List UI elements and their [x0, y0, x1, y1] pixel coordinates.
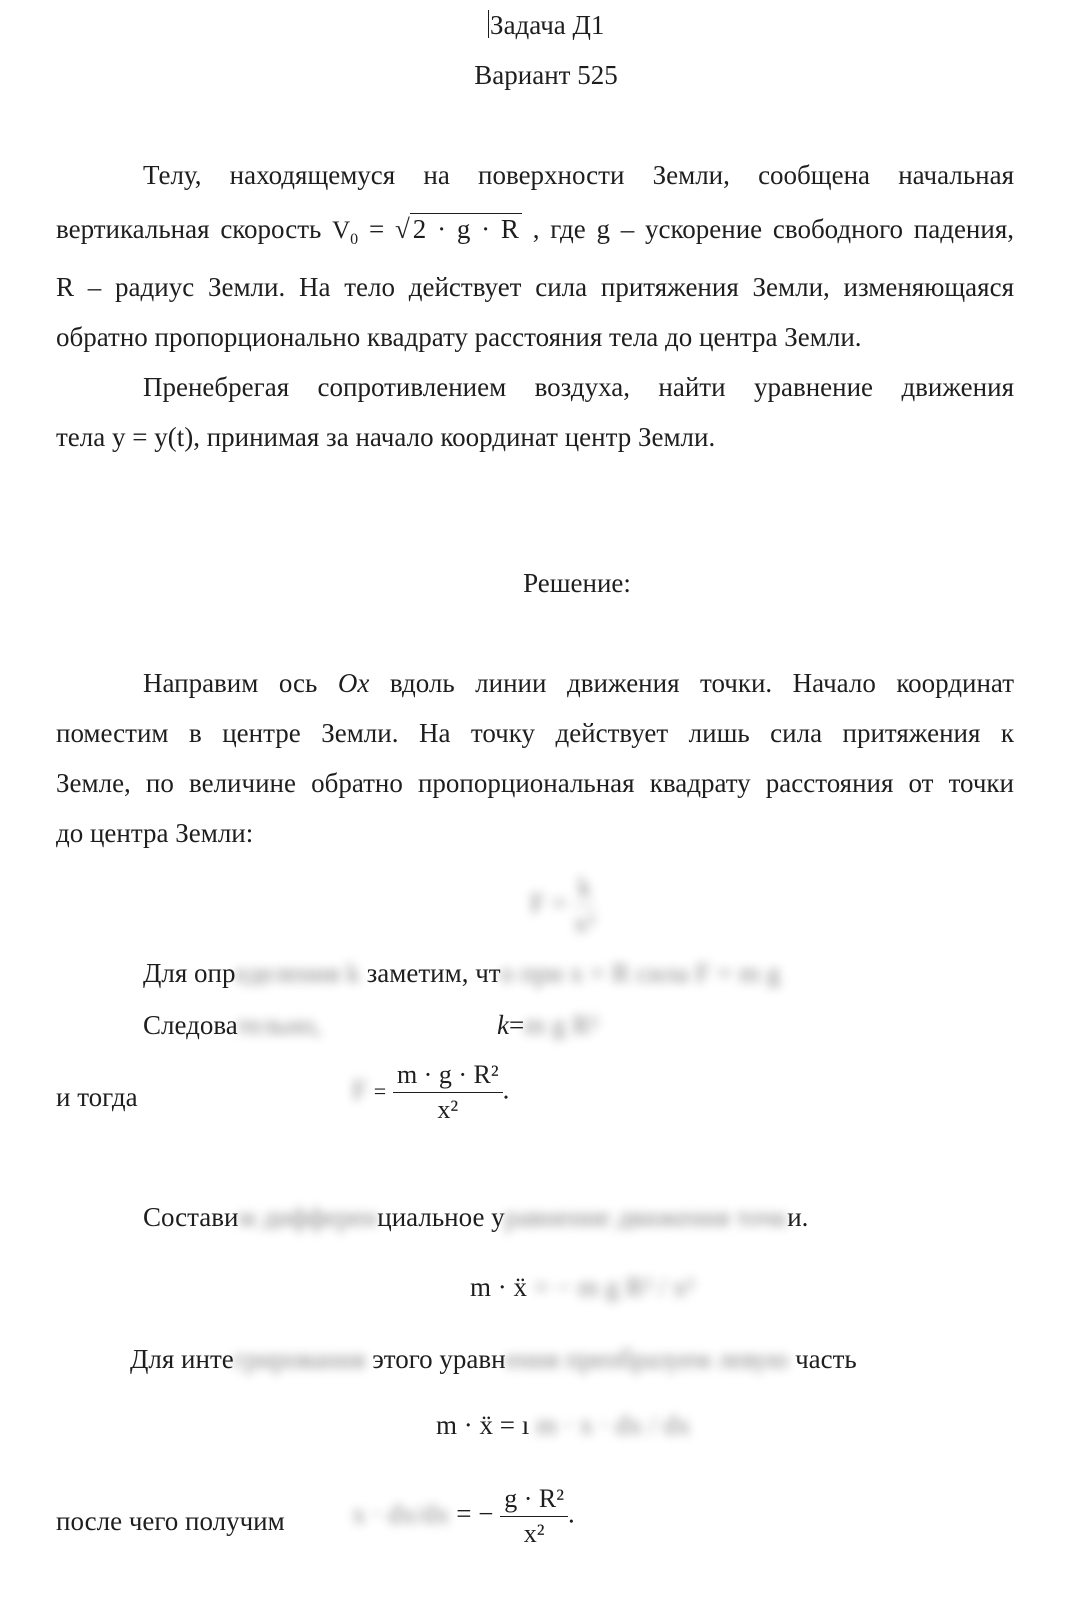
sqrt-expression: 2 · g · R: [410, 213, 522, 244]
determine-k-line: Для определения k заметим, что при x = R сила F = m g: [143, 958, 781, 988]
and-then-label: и тогда: [56, 1082, 138, 1112]
differential-equation: m · ẍ = − m g R² / x²: [470, 1272, 695, 1302]
consequently-line: Следовательно,: [143, 1010, 322, 1040]
problem-line-2: вертикальная скорость $V_0$ = √ 2 · g · R , где g – ускорение свободного падения,: [56, 214, 1014, 248]
formula-force-k: F = $\frac{k}{\text{x²}}$: [530, 872, 596, 939]
transformed-left-side: m · ẍ = ı m · x · dx / dx: [436, 1410, 691, 1440]
problem-line-5: Пренебрегая сопротивлением воздуха, найти уравнение движения: [143, 372, 1014, 402]
task-title: Задача Д1: [0, 10, 1092, 41]
problem-line-4: обратно пропорционально квадрату расстояния тела до центра Земли.: [56, 322, 862, 352]
integrated-equation: x · dx/dx = − $\frac{\text{g · R²}}{\text{x²}}$ .: [352, 1484, 575, 1548]
problem-line-6: тела y = y(t), принимая за начало координат центр Земли.: [56, 422, 716, 452]
integration-line: Для интегрирования этого уравнения преобразуем левую часть: [130, 1344, 857, 1374]
after-which-label: после чего получим: [56, 1506, 285, 1536]
variant-title: Вариант 525: [474, 60, 618, 90]
solution-heading: Решение:: [523, 568, 631, 598]
problem-line-3: R – радиус Земли. На тело действует сила притяжения Земли, изменяющаяся: [56, 272, 1014, 302]
k-value: k=m g R²: [497, 1010, 599, 1040]
solution-line-2: поместим в центре Земли. На точку действует лишь сила притяжения к: [56, 718, 1014, 748]
solution-line-1: Направим ось Ox вдоль линии движения точки. Начало координат: [143, 668, 1014, 698]
text-cursor: [488, 10, 490, 38]
compose-equation-line: Составим дифференциальное уравнение движения точки.: [143, 1202, 809, 1232]
solution-line-3: Земле, по величине обратно пропорциональная квадрату расстояния от точки: [56, 768, 1014, 798]
problem-line-1: Телу, находящемуся на поверхности Земли, сообщена начальная: [143, 160, 1014, 190]
solution-line-4: до центра Земли:: [56, 818, 254, 848]
formula-force: F = $\frac{\text{m · g · R²}}{\text{x²}}$ .: [352, 1060, 510, 1124]
